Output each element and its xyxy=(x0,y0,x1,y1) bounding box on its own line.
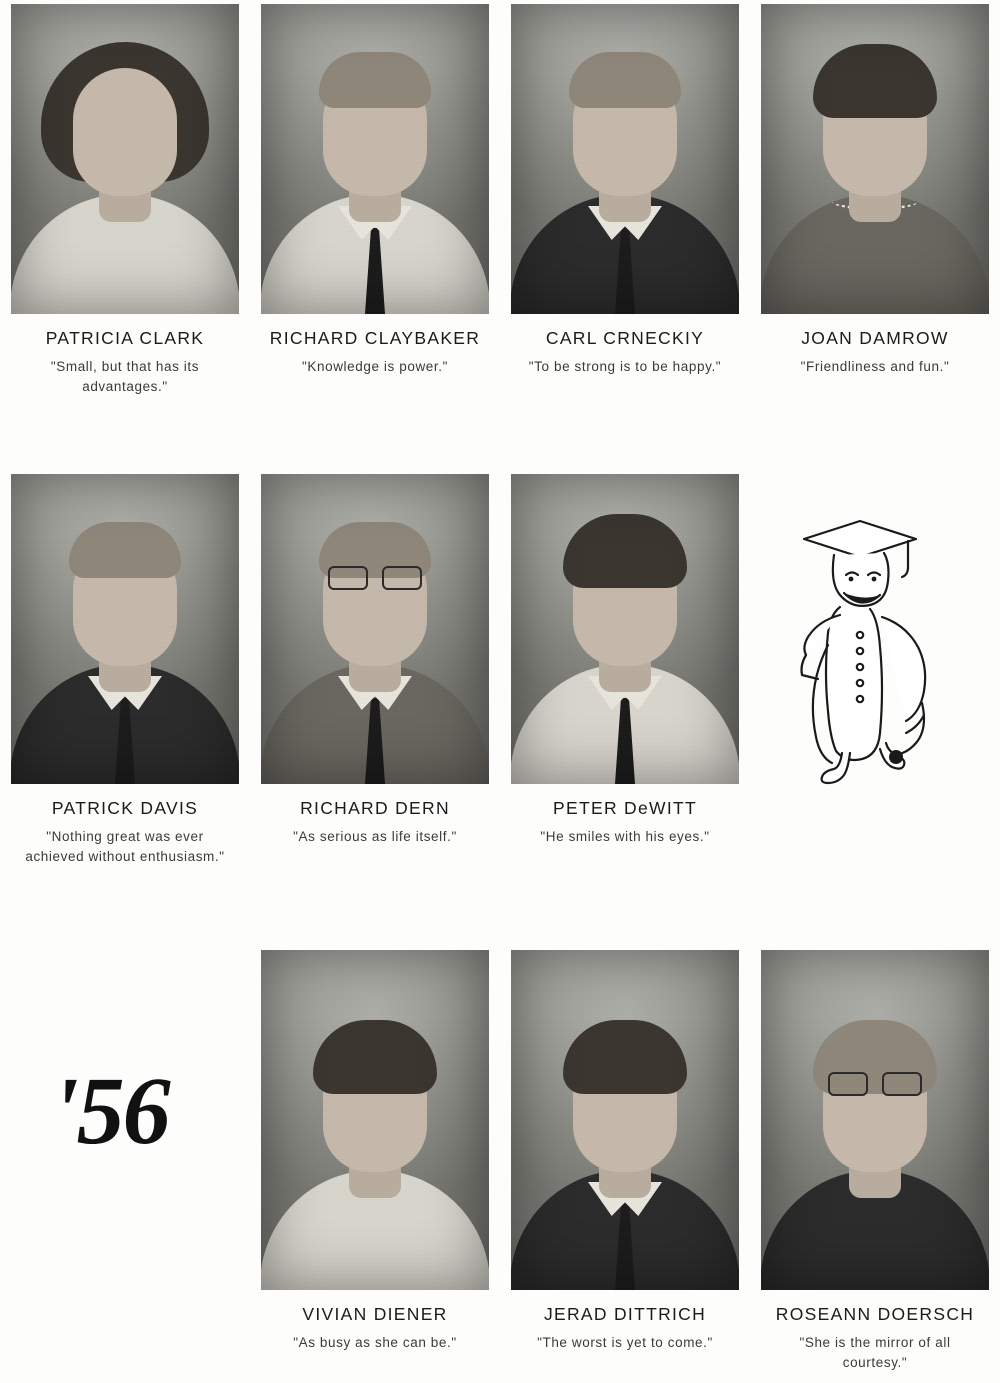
caption-block xyxy=(505,328,745,377)
photo-vignette xyxy=(511,950,739,1290)
portrait-richard-dern xyxy=(261,474,489,784)
student-quote: "To be strong is to be happy." xyxy=(528,359,722,374)
portrait-vivian-diener xyxy=(261,950,489,1290)
student-quote: "He smiles with his eyes." xyxy=(540,829,710,844)
caption-block xyxy=(755,328,995,377)
portrait-patricia-clark xyxy=(11,4,239,314)
photo-vignette xyxy=(261,4,489,314)
student-entry xyxy=(500,950,750,1372)
student-quote: "As serious as life itself." xyxy=(293,829,457,844)
student-entry xyxy=(250,950,500,1372)
photo-vignette xyxy=(11,4,239,314)
portrait-richard-claybaker xyxy=(261,4,489,314)
caption-block xyxy=(505,798,745,847)
graduate-cartoon-icon xyxy=(756,495,956,795)
student-entry xyxy=(250,474,500,866)
student-quote: "Knowledge is power." xyxy=(301,359,448,374)
photo-vignette xyxy=(511,4,739,314)
student-name: PETER DeWITT xyxy=(553,798,697,818)
caption-block xyxy=(255,798,495,847)
caption-block xyxy=(505,1304,745,1353)
portrait-peter-dewitt xyxy=(511,474,739,784)
student-quote: "The worst is yet to come." xyxy=(537,1335,713,1350)
student-name: PATRICIA CLARK xyxy=(45,328,205,348)
portrait-roseann-doersch xyxy=(761,950,989,1290)
student-name: CARL CRNECKIY xyxy=(545,328,705,348)
caption-block xyxy=(255,328,495,377)
photo-vignette xyxy=(511,474,739,784)
student-entry xyxy=(0,474,250,866)
photo-vignette xyxy=(261,474,489,784)
portrait-patrick-davis xyxy=(11,474,239,784)
student-name: VIVIAN DIENER xyxy=(302,1304,448,1324)
student-name: ROSEANN DOERSCH xyxy=(775,1304,975,1324)
class-year-mark: '56 xyxy=(52,1057,169,1164)
photo-vignette xyxy=(261,950,489,1290)
photo-vignette xyxy=(761,4,989,314)
photo-vignette xyxy=(761,950,989,1290)
portrait-jerad-dittrich xyxy=(511,950,739,1290)
student-quote: "Nothing great was ever achieved without enthusiasm." xyxy=(25,829,225,864)
student-quote: "Friendliness and fun." xyxy=(800,359,950,374)
portrait-carl-crneckiy xyxy=(511,4,739,314)
student-name: RICHARD CLAYBAKER xyxy=(269,328,481,348)
student-quote: "As busy as she can be." xyxy=(293,1335,457,1350)
student-entry xyxy=(750,4,1000,396)
caption-block xyxy=(5,328,245,396)
portrait-joan-damrow xyxy=(761,4,989,314)
student-name: JOAN DAMROW xyxy=(801,328,949,348)
student-entry xyxy=(750,950,1000,1372)
portrait-row-1 xyxy=(0,4,1000,396)
student-entry xyxy=(500,474,750,866)
caption-block xyxy=(255,1304,495,1353)
student-quote: "She is the mirror of all courtesy." xyxy=(799,1335,951,1370)
student-entry xyxy=(250,4,500,396)
photo-vignette xyxy=(11,474,239,784)
student-entry xyxy=(500,4,750,396)
student-entry xyxy=(0,4,250,396)
caption-block xyxy=(5,798,245,866)
student-quote: "Small, but that has its advantages." xyxy=(50,359,200,394)
caption-block xyxy=(755,1304,995,1372)
student-name: PATRICK DAVIS xyxy=(51,798,199,818)
student-name: JERAD DITTRICH xyxy=(543,1304,707,1324)
student-name: RICHARD DERN xyxy=(300,798,450,818)
